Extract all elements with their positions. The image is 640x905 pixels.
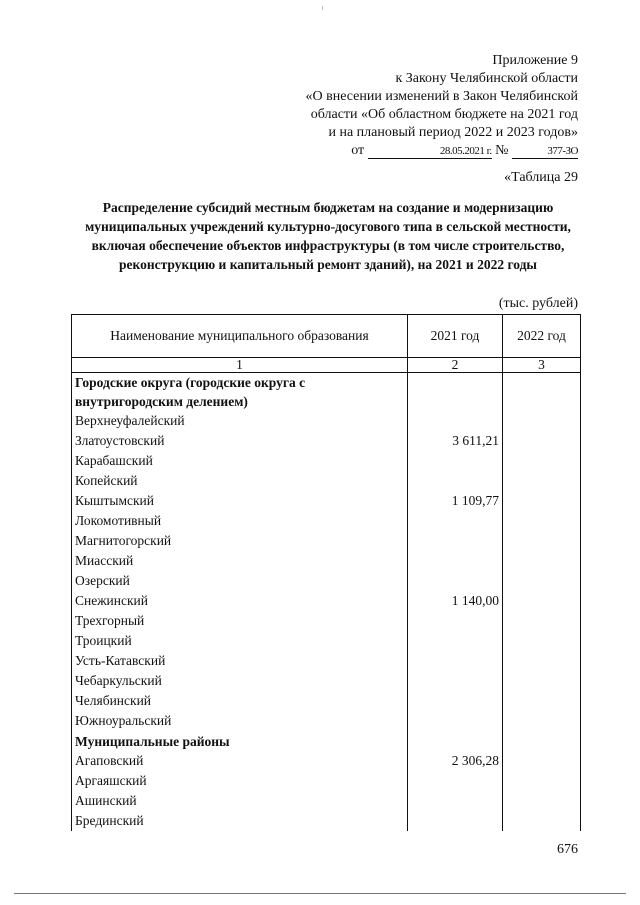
value-2022 xyxy=(503,511,581,531)
table-row xyxy=(72,791,581,811)
value-2021 xyxy=(408,451,503,471)
column-number-1: 1 xyxy=(72,358,408,373)
municipality-name: Южноуральский xyxy=(72,711,408,731)
value-2022 xyxy=(503,611,581,631)
header-2021: 2021 год xyxy=(408,315,503,358)
value-2022 xyxy=(503,691,581,711)
municipality-name: Карабашский xyxy=(72,451,408,471)
municipality-name: Снежинский xyxy=(72,591,408,611)
value-2021 xyxy=(408,811,503,831)
table-row xyxy=(72,471,581,491)
value-2022 xyxy=(503,451,581,471)
law-number: 377-ЗО xyxy=(512,144,578,159)
annex-line-5: и на плановый период 2022 и 2023 годов» xyxy=(328,125,578,140)
value-2022 xyxy=(503,431,581,451)
municipality-name: Ашинский xyxy=(72,791,408,811)
value-2022 xyxy=(503,651,581,671)
date-prefix: от xyxy=(351,143,365,158)
table-row xyxy=(72,511,581,531)
column-number-3: 3 xyxy=(503,358,581,373)
municipality-name: Челябинский xyxy=(72,691,408,711)
group-2022-cell xyxy=(503,373,581,412)
value-2022 xyxy=(503,591,581,611)
table-row xyxy=(72,411,581,431)
subsidy-table xyxy=(71,314,581,831)
table-row xyxy=(72,671,581,691)
value-2021: 2 306,28 xyxy=(408,751,503,771)
value-2021 xyxy=(408,711,503,731)
table-row xyxy=(72,631,581,651)
group-row-municipal-districts xyxy=(72,731,581,751)
table-row xyxy=(72,591,581,611)
value-2022 xyxy=(503,411,581,431)
municipality-name: Брединский xyxy=(72,811,408,831)
table-row xyxy=(72,751,581,771)
value-2021 xyxy=(408,671,503,691)
annex-header xyxy=(258,52,578,160)
table-reference: «Таблица 29 xyxy=(504,170,578,185)
municipality-name: Верхнеуфалейский xyxy=(72,411,408,431)
table-row xyxy=(72,451,581,471)
law-date: 28.05.2021 г. xyxy=(368,144,492,159)
header-municipality: Наименование муниципального образования xyxy=(72,315,408,358)
value-2022 xyxy=(503,551,581,571)
municipality-name: Трехгорный xyxy=(72,611,408,631)
annex-line-3: «О внесении изменений в Закон Челябинской xyxy=(305,89,578,104)
value-2022 xyxy=(503,711,581,731)
municipality-name: Агаповский xyxy=(72,751,408,771)
value-2021 xyxy=(408,691,503,711)
value-2021: 1 140,00 xyxy=(408,591,503,611)
value-2022 xyxy=(503,531,581,551)
value-2021 xyxy=(408,551,503,571)
value-2022 xyxy=(503,571,581,591)
value-2022 xyxy=(503,811,581,831)
group-2022-cell xyxy=(503,731,581,751)
scan-mark xyxy=(322,6,323,10)
value-2022 xyxy=(503,671,581,691)
value-2021 xyxy=(408,411,503,431)
table-row xyxy=(72,571,581,591)
group-row-urban-districts xyxy=(72,373,581,412)
group-name: Городские округа (городские округа с внутригородским делением) xyxy=(72,373,408,412)
annex-line-2: к Закону Челябинской области xyxy=(395,71,578,86)
number-prefix: № xyxy=(495,143,509,158)
municipality-name: Локомотивный xyxy=(72,511,408,531)
value-2021 xyxy=(408,571,503,591)
annex-line-4: области «Об областном бюджете на 2021 год xyxy=(310,107,578,122)
table-row xyxy=(72,531,581,551)
table-row xyxy=(72,691,581,711)
column-number-row xyxy=(72,358,581,373)
table-row xyxy=(72,491,581,511)
value-2021: 1 109,77 xyxy=(408,491,503,511)
municipality-name: Озерский xyxy=(72,571,408,591)
table-row xyxy=(72,651,581,671)
group-2021-cell xyxy=(408,373,503,412)
value-2022 xyxy=(503,471,581,491)
value-2021 xyxy=(408,651,503,671)
municipality-name: Усть-Катавский xyxy=(72,651,408,671)
group-2021-cell xyxy=(408,731,503,751)
value-2022 xyxy=(503,491,581,511)
table-row xyxy=(72,431,581,451)
value-2021 xyxy=(408,771,503,791)
municipality-name: Аргаяшский xyxy=(72,771,408,791)
municipality-name: Троицкий xyxy=(72,631,408,651)
column-number-2: 2 xyxy=(408,358,503,373)
municipality-name: Чебаркульский xyxy=(72,671,408,691)
group-name: Муниципальные районы xyxy=(72,731,408,751)
municipality-name: Копейский xyxy=(72,471,408,491)
value-2021: 3 611,21 xyxy=(408,431,503,451)
value-2022 xyxy=(503,751,581,771)
value-2021 xyxy=(408,611,503,631)
table-row xyxy=(72,771,581,791)
value-2021 xyxy=(408,511,503,531)
municipality-name: Магнитогорский xyxy=(72,531,408,551)
annex-line-1: Приложение 9 xyxy=(492,53,578,68)
document-title: Распределение субсидий местным бюджетам на создание и модернизацию муниципальных учреждений культурно-досугового типа в сельской местности, включая обеспечение объектов инфраструктуры (в том числе строительство, реконструкцию и капитальный ремонт зданий), на 2021 и 2022 годы xyxy=(85,200,571,272)
municipality-name: Златоустовский xyxy=(72,431,408,451)
table-row xyxy=(72,611,581,631)
value-2021 xyxy=(408,631,503,651)
table-row xyxy=(72,811,581,831)
municipality-name: Миасский xyxy=(72,551,408,571)
value-2021 xyxy=(408,531,503,551)
table-header-row xyxy=(72,315,581,358)
table-row xyxy=(72,551,581,571)
value-2022 xyxy=(503,791,581,811)
law-date-number-line xyxy=(258,142,578,160)
header-2022: 2022 год xyxy=(503,315,581,358)
table-row xyxy=(72,711,581,731)
page-number: 676 xyxy=(557,842,578,857)
page-bottom-rule xyxy=(14,893,626,894)
subsidy-table-container xyxy=(71,314,580,831)
municipality-name: Кыштымский xyxy=(72,491,408,511)
value-2021 xyxy=(408,791,503,811)
value-2021 xyxy=(408,471,503,491)
value-2022 xyxy=(503,631,581,651)
units-label: (тыс. рублей) xyxy=(498,296,578,311)
value-2022 xyxy=(503,771,581,791)
